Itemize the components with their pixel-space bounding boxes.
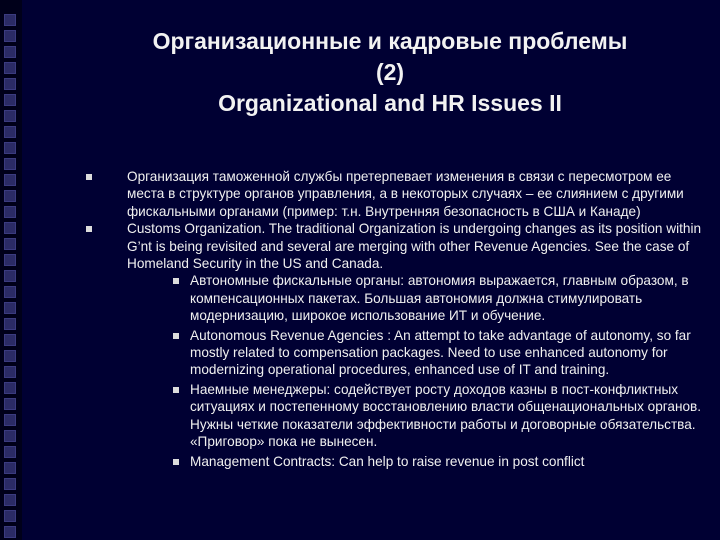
decorative-square — [4, 190, 16, 202]
square-bullet-icon — [86, 174, 92, 180]
decorative-square — [4, 14, 16, 26]
decorative-square — [4, 382, 16, 394]
square-bullet-icon — [86, 226, 92, 232]
decorative-square — [4, 110, 16, 122]
decorative-square — [4, 254, 16, 266]
sub-bullet-text: Management Contracts: Can help to raise revenue in post conflict — [190, 453, 585, 469]
decorative-square — [4, 222, 16, 234]
sub-bullet-item — [86, 453, 706, 470]
sub-bullet-item — [86, 272, 706, 324]
decorative-square — [4, 478, 16, 490]
decorative-square — [4, 510, 16, 522]
decorative-square — [4, 270, 16, 282]
decorative-square — [4, 78, 16, 90]
square-bullet-icon — [173, 387, 179, 393]
sub-bullet-item — [86, 327, 706, 379]
decorative-square — [4, 286, 16, 298]
decorative-square — [4, 446, 16, 458]
bullet-item — [86, 220, 706, 272]
title-line-1: Организационные и кадровые проблемы — [152, 28, 628, 54]
decorative-square — [4, 94, 16, 106]
decorative-square — [4, 366, 16, 378]
decorative-square — [4, 142, 16, 154]
decorative-square — [4, 206, 16, 218]
decorative-square — [4, 462, 16, 474]
sub-bullet-item — [86, 381, 706, 451]
decorative-square — [4, 350, 16, 362]
decorative-square — [4, 126, 16, 138]
decorative-square — [4, 158, 16, 170]
decorative-square — [4, 30, 16, 42]
decorative-square — [4, 494, 16, 506]
title-line-3: Organizational and HR Issues II — [218, 90, 562, 116]
decorative-square — [4, 334, 16, 346]
sub-bullet-text: Наемные менеджеры: содействует росту доходов казны в пост-конфликтных ситуациях и постепенному восстановлению власти общенациональных органов. Нужны четкие показатели эффективности работы и договорные обязательства. «Приговор» пока не вынесен. — [190, 381, 702, 450]
decorative-sidebar — [0, 0, 22, 540]
decorative-square — [4, 318, 16, 330]
sub-bullet-text: Autonomous Revenue Agencies : An attempt to take advantage of autonomy, so far mostly related to compensation packages. Need to use enhanced autonomy for modernizing operational procedures, enhanced use of IT and training. — [190, 327, 691, 378]
bullet-text: Customs Organization. The traditional Organization is undergoing changes as its position within G’nt is being revisited and several are merging with other Revenue Agencies. See the case of Homeland Security in the US and Canada. — [127, 221, 702, 272]
square-bullet-icon — [173, 333, 179, 339]
bullet-text: Организация таможенной службы претерпевает изменения в связи с пересмотром ее места в структуре органов управления, а в некоторых случаях – ее слиянием с другими фискальными органами (пример: т.н. Внутренняя безопасность в США и Канаде) — [127, 169, 684, 219]
decorative-square — [4, 526, 16, 538]
slide-title — [60, 26, 720, 119]
decorative-square — [4, 174, 16, 186]
slide-content — [86, 168, 706, 470]
decorative-square — [4, 414, 16, 426]
sub-bullet-text: Автономные фискальные органы: автономия выражается, главным образом, в компенсационных пакетах. Большая автономия должна стимулировать модернизацию, широкое использование ИТ и обучение. — [190, 273, 689, 324]
decorative-square — [4, 238, 16, 250]
decorative-square — [4, 46, 16, 58]
decorative-square — [4, 430, 16, 442]
square-bullet-icon — [173, 459, 179, 465]
square-bullet-icon — [173, 278, 179, 284]
bullet-item — [86, 168, 706, 220]
decorative-square — [4, 62, 16, 74]
decorative-square — [4, 302, 16, 314]
decorative-square — [4, 398, 16, 410]
title-line-2: (2) — [375, 59, 405, 85]
